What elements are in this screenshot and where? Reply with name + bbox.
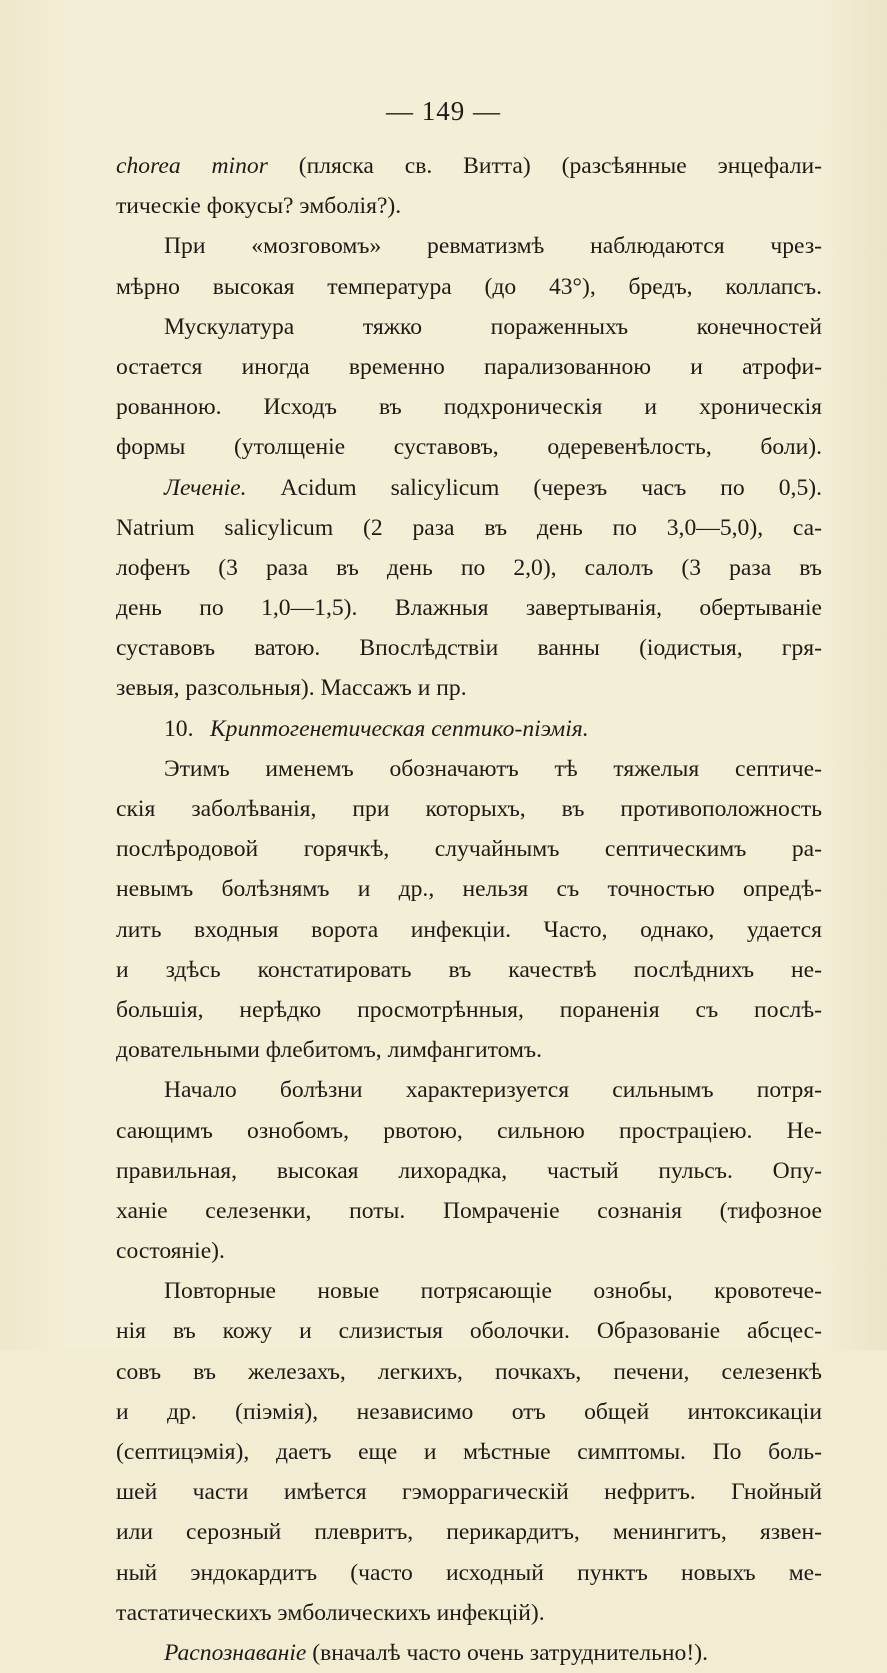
text-line: скія заболѣванія, при которыхъ, въ противоположность — [116, 796, 822, 822]
text-line: довательными флебитомъ, лимфангитомъ. — [116, 1037, 542, 1064]
text-line: или серозный плевритъ, перикардитъ, менингитъ, язвен- — [116, 1519, 822, 1546]
text-line — [116, 709, 822, 749]
text-line: тастатическихъ эмболическихъ инфекцій). — [116, 1599, 545, 1626]
text-line: день по 1,0—1,5). Влажныя завертыванія, обертываніе — [116, 595, 822, 622]
text-line: большія, нерѣдко просмотрѣнныя, пораненія съ послѣ- — [116, 996, 822, 1023]
text-line: ный эндокардитъ (часто исходный пунктъ новыхъ ме- — [116, 1559, 822, 1586]
text-line: шей части имѣется гэморрагическій нефритъ. Гнойный — [116, 1479, 822, 1506]
text-span: Acidum salicylicum (черезъ часъ по 0,5). — [246, 474, 822, 501]
text-line: лофенъ (3 раза въ день по 2,0), салолъ (3 раза въ — [116, 554, 822, 581]
text-line: состояніе). — [116, 1238, 225, 1265]
page-number: — 149 — — [386, 96, 501, 126]
text-line: нія въ кожу и слизистыя оболочки. Образованіе абсцес- — [116, 1318, 822, 1345]
text-line: совъ въ железахъ, легкихъ, почкахъ, печени, селезенкѣ — [116, 1358, 822, 1385]
text-line: При «мозговомъ» ревматизмѣ наблюдаются чрез- — [164, 233, 822, 260]
text-line: Этимъ именемъ обозначаютъ тѣ тяжелыя септиче- — [164, 755, 822, 782]
text-line: лить входныя ворота инфекціи. Часто, однако, удается — [116, 916, 822, 943]
section-heading: Распознаваніе — [164, 1639, 307, 1666]
text-line: ханіе селезенки, поты. Помраченіе сознанія (тифозное — [116, 1197, 822, 1224]
text-line: зевыя, разсольныя). Массажъ и пр. — [116, 675, 467, 702]
text-line: сающимъ ознобомъ, рвотою, сильною простраціею. Не- — [116, 1117, 822, 1144]
page-body — [116, 146, 822, 1673]
text-line: остается иногда временно парализованною и атрофи- — [116, 353, 822, 380]
text-line: тическіе фокусы? эмболія?). — [116, 193, 402, 220]
text-line: Повторные новые потрясающіе ознобы, кровотече- — [164, 1278, 822, 1305]
text-line: (септицэмія), даетъ еще и мѣстные симптомы. По боль- — [116, 1439, 822, 1465]
text-line — [116, 468, 822, 508]
text-line: рованною. Исходъ въ подхроническія и хроническія — [116, 394, 822, 421]
text-line — [116, 1633, 822, 1673]
text-span: (вначалѣ часто очень затруднительно!). — [306, 1639, 708, 1666]
text-line: и здѣсь констатировать въ качествѣ послѣднихъ не- — [116, 956, 822, 983]
text-line: Natrium salicylicum (2 раза въ день по 3,0—5,0), са- — [116, 514, 822, 541]
section-title: Криптогенетическая септико-піэмія. — [210, 715, 589, 742]
text-line: суставовъ ватою. Впослѣдствіи ванны (іодистыя, гря- — [116, 635, 822, 662]
section-number: 10. — [164, 715, 194, 742]
text-line: Мускулатура тяжко пораженныхъ конечностей — [164, 313, 822, 340]
text-line: формы (утолщеніе суставовъ, одеревенѣлость, боли). — [116, 434, 822, 461]
text-line: Начало болѣзни характеризуется сильнымъ потря- — [164, 1077, 822, 1104]
text-line — [116, 146, 822, 186]
text-line: послѣродовой горячкѣ, случайнымъ септическимъ ра- — [116, 836, 822, 863]
section-heading: Леченіе. — [164, 474, 247, 501]
text-line: и др. (піэмія), независимо отъ общей интоксикаціи — [116, 1398, 822, 1425]
text-span: (пляска св. Витта) (разсѣянные энцефали- — [267, 153, 822, 179]
text-line: невымъ болѣзнямъ и др., нельзя съ точностью опредѣ- — [116, 876, 822, 903]
text-line: правильная, высокая лихорадка, частый пульсъ. Опу- — [116, 1157, 822, 1184]
latin-term: chorea minor — [116, 153, 268, 179]
text-line: мѣрно высокая температура (до 43°), бредъ, коллапсъ. — [116, 273, 822, 300]
